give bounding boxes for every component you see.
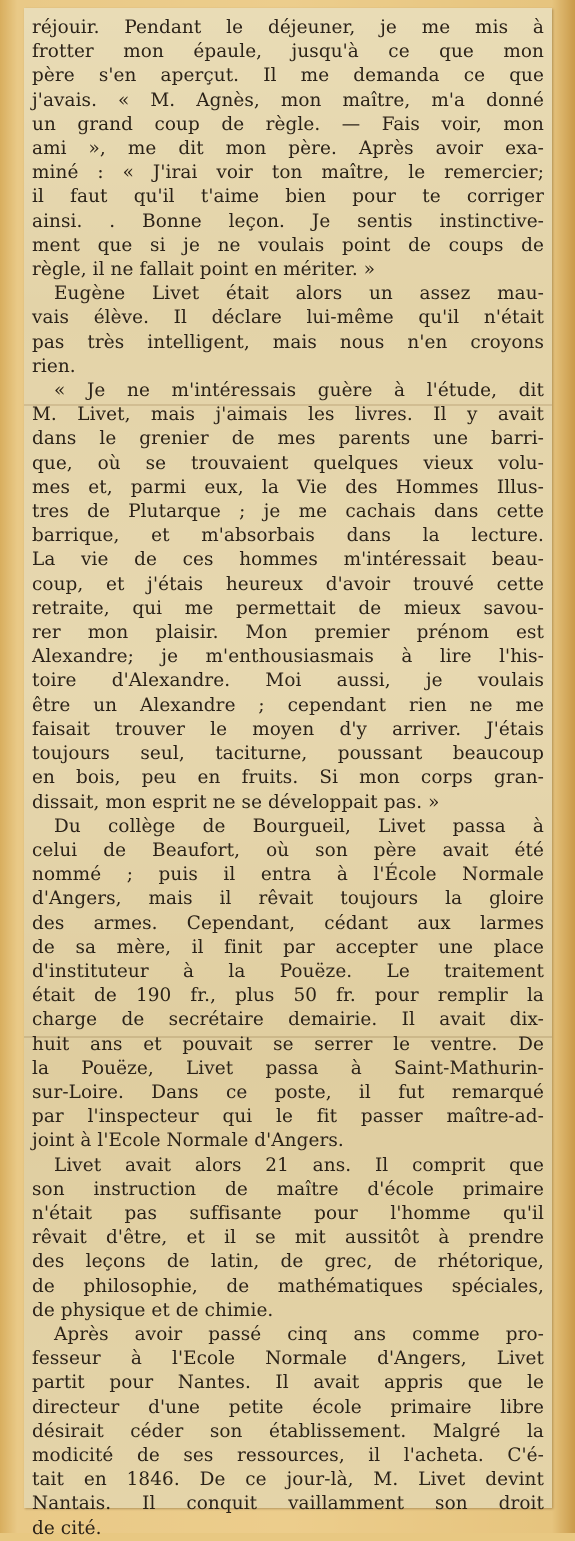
text-line: de philosophie, de mathématiques spéciales, [32, 1275, 544, 1297]
text-line: ainsi. . Bonne leçon. Je sentis instinctive- [32, 210, 544, 232]
text-line: retraite, qui me permettait de mieux savou- [32, 597, 544, 619]
newspaper-clipping [24, 8, 552, 1539]
text-line: M. Livet, mais j'aimais les livres. Il y avait [32, 404, 544, 426]
text-line: pas très intelligent, mais nous n'en croyons [32, 331, 544, 353]
text-line: « Je ne m'intéressais guère à l'étude, dit [54, 380, 544, 402]
text-line: ment que si je ne voulais point de coups de [32, 234, 544, 256]
text-line: des armes. Cependant, cédant aux larmes [32, 912, 544, 934]
text-line: joint à l'Ecole Normale d'Angers. [32, 1130, 344, 1152]
text-line: règle, il ne fallait point en mériter. » [32, 259, 376, 281]
text-line: Livet avait alors 21 ans. Il comprit que [54, 1154, 544, 1176]
text-line: toujours seul, taciturne, poussant beaucoup [32, 743, 544, 765]
text-line: vais élève. Il déclare lui-même qu'il n'était [32, 307, 544, 329]
text-line: frotter mon épaule, jusqu'à ce que mon [32, 41, 544, 63]
text-line: miné : « J'irai voir ton maître, le remercier; [32, 162, 544, 184]
text-line: des leçons de latin, de grec, de rhétorique, [32, 1251, 544, 1273]
text-line: en bois, peu en fruits. Si mon corps gran- [32, 767, 544, 789]
text-line: ami », me dit mon père. Après avoir exa- [32, 138, 544, 160]
text-line: d'Angers, mais il rêvait toujours la gloire [32, 888, 544, 910]
text-line: La vie de ces hommes m'intéressait beau- [32, 549, 544, 571]
text-line: tait en 1846. De ce jour-là, M. Livet devint [32, 1469, 544, 1491]
text-line: réjouir. Pendant le déjeuner, je me mis à [32, 17, 544, 38]
text-line: celui de Beaufort, où son père avait été [32, 839, 544, 861]
text-line: mes et, parmi eux, la Vie des Hommes Illus- [32, 476, 544, 498]
text-line: père s'en aperçut. Il me demanda ce que [32, 65, 544, 87]
text-line: n'était pas suffisante pour l'homme qu'il [32, 1202, 544, 1224]
text-line: rêvait d'être, et il se mit aussitôt à prendre [32, 1227, 544, 1249]
text-line: de cité. [32, 1517, 102, 1539]
text-line: modicité de ses ressources, il l'acheta. C'é- [32, 1444, 544, 1466]
text-line: d'instituteur à la Pouëze. Le traitement [32, 960, 544, 982]
text-line: huit ans et pouvait se serrer le ventre. De [32, 1033, 544, 1055]
text-line: nommé ; puis il entra à l'École Normale [32, 864, 544, 886]
text-line: dans le grenier de mes parents une barri- [32, 428, 544, 450]
text-line: dissait, mon esprit ne se développait pas. » [32, 791, 440, 813]
text-line: fesseur à l'Ecole Normale d'Angers, Livet [32, 1348, 544, 1370]
text-line: était de 190 fr., plus 50 fr. pour remplir la [32, 985, 544, 1007]
text-line: être un Alexandre ; cependant rien ne me [32, 694, 544, 716]
text-line: Du collège de Bourgueil, Livet passa à [54, 815, 544, 837]
text-line: de physique et de chimie. [32, 1299, 274, 1321]
text-line: rer mon plaisir. Mon premier prénom est [32, 622, 544, 644]
text-line: par l'inspecteur qui le fit passer maître-ad- [32, 1106, 544, 1128]
text-line: Alexandre; je m'enthousiasmais à lire l'his- [32, 646, 544, 668]
text-line: rien. [32, 355, 76, 377]
text-line: barrique, et m'absorbais dans la lecture. [32, 525, 544, 547]
text-line: charge de secrétaire demairie. Il avait dix- [32, 1009, 544, 1031]
text-line: Après avoir passé cinq ans comme pro- [54, 1323, 544, 1345]
article-text [32, 16, 544, 1541]
text-line: toire d'Alexandre. Moi aussi, je voulais [32, 670, 544, 692]
text-line: désirait céder son établissement. Malgré la [32, 1420, 544, 1442]
text-line: il faut qu'il t'aime bien pour te corriger [32, 186, 544, 208]
text-line: Eugène Livet était alors un assez mau- [54, 283, 544, 305]
text-line: un grand coup de règle. — Fais voir, mon [32, 113, 544, 135]
text-line: tres de Plutarque ; je me cachais dans cette [32, 501, 544, 523]
text-line: coup, et j'étais heureux d'avoir trouvé cette [32, 573, 544, 595]
text-line: que, où se trouvaient quelques vieux volu- [32, 452, 544, 474]
text-line: la Pouëze, Livet passa à Saint-Mathurin- [32, 1057, 544, 1079]
text-line: j'avais. « M. Agnès, mon maître, m'a donné [32, 89, 544, 111]
text-line: son instruction de maître d'école primaire [32, 1178, 544, 1200]
text-line: de sa mère, il finit par accepter une place [32, 936, 544, 958]
text-line: partit pour Nantes. Il avait appris que le [32, 1372, 544, 1394]
text-line: directeur d'une petite école primaire libre [32, 1396, 544, 1418]
text-line: Nantais. Il conquit vaillamment son droit [32, 1493, 544, 1515]
text-line: sur-Loire. Dans ce poste, il fut remarqué [32, 1081, 544, 1103]
text-line: faisait trouver le moyen d'y arriver. J'étais [32, 718, 544, 740]
